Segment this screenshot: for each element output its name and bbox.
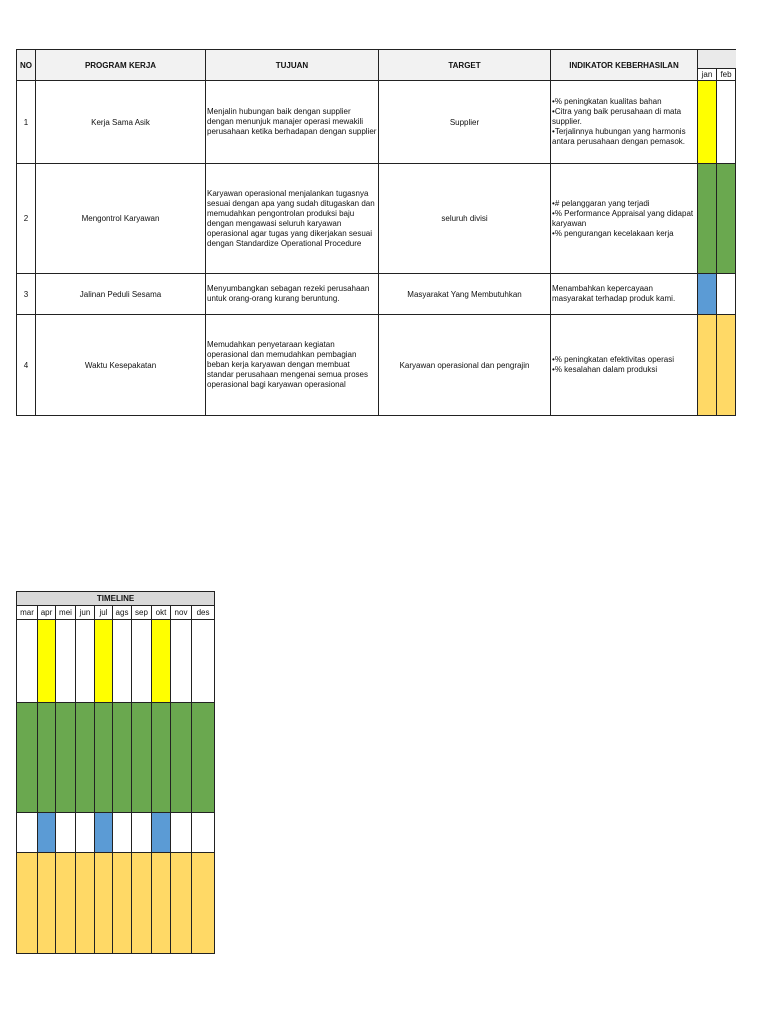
schedule-cell [76,620,95,703]
timeline-title: TIMELINE [17,592,215,606]
row-no: 1 [17,81,36,164]
schedule-cell [171,703,192,813]
schedule-cell [95,853,113,954]
month-jan: jan [698,69,717,81]
schedule-cell [698,81,717,164]
schedule-cell [113,703,132,813]
schedule-cell [56,813,76,853]
month-jul: jul [95,606,113,620]
row-target: Supplier [379,81,551,164]
schedule-cell [717,164,736,274]
row-target: seluruh divisi [379,164,551,274]
indikator-item: • % pengurangan kecelakaan kerja [552,229,696,239]
month-mar: mar [17,606,38,620]
month-jun: jun [76,606,95,620]
header-target: TARGET [379,50,551,81]
table-row [17,164,736,274]
row-indikator [551,81,698,164]
row-tujuan: Menjalin hubungan baik dengan supplier dengan menunjuk manajer operasi mewakili perusahaan ketika berhadapan dengan supplier [206,81,379,164]
schedule-cell [698,315,717,416]
timeline-row [17,703,215,813]
schedule-cell [698,164,717,274]
timeline-row [17,813,215,853]
row-no: 2 [17,164,36,274]
row-program: Mengontrol Karyawan [36,164,206,274]
row-program: Kerja Sama Asik [36,81,206,164]
schedule-cell [38,813,56,853]
schedule-cell [152,703,171,813]
row-tujuan: Memudahkan penyetaraan kegiatan operasional dan memudahkan pembagian beban kerja karyawan dengan membuat standar perusahaan mengenai semua proses operasional bagi karyawan operasional [206,315,379,416]
schedule-cell [717,315,736,416]
schedule-cell [56,620,76,703]
program-table [16,49,736,416]
schedule-cell [56,853,76,954]
schedule-cell [171,813,192,853]
table-row [17,274,736,315]
month-sep: sep [132,606,152,620]
row-target: Masyarakat Yang Membutuhkan [379,274,551,315]
header-tujuan: TUJUAN [206,50,379,81]
schedule-cell [192,620,215,703]
schedule-cell [152,853,171,954]
schedule-cell [192,703,215,813]
schedule-cell [132,853,152,954]
schedule-cell [113,813,132,853]
schedule-cell [717,81,736,164]
schedule-cell [132,620,152,703]
schedule-cell [17,703,38,813]
schedule-cell [56,703,76,813]
schedule-cell [38,703,56,813]
row-no: 4 [17,315,36,416]
indikator-item: • % peningkatan efektivitas operasi [552,355,696,365]
schedule-cell [152,620,171,703]
timeline-row [17,853,215,954]
indikator-item: • Terjalinnya hubungan yang harmonis antara perusahaan dengan pemasok. [552,127,696,147]
schedule-cell [17,813,38,853]
table-row [17,81,736,164]
schedule-cell [698,274,717,315]
row-program: Jalinan Peduli Sesama [36,274,206,315]
indikator-item: • % peningkatan kualitas bahan [552,97,696,107]
indikator-item: • # pelanggaran yang terjadi [552,199,696,209]
row-indikator: Menambahkan kepercayaan masyarakat terhadap produk kami. [551,274,698,315]
timeline-table [16,591,215,954]
schedule-cell [17,620,38,703]
schedule-cell [171,620,192,703]
row-indikator [551,315,698,416]
month-feb: feb [717,69,736,81]
schedule-cell [17,853,38,954]
month-header-blank [698,50,736,69]
schedule-cell [113,853,132,954]
table-row [17,315,736,416]
row-program: Waktu Kesepakatan [36,315,206,416]
header-indikator: INDIKATOR KEBERHASILAN [551,50,698,81]
month-apr: apr [38,606,56,620]
schedule-cell [95,813,113,853]
schedule-cell [95,620,113,703]
timeline-row [17,620,215,703]
month-nov: nov [171,606,192,620]
schedule-cell [38,853,56,954]
month-ags: ags [113,606,132,620]
indikator-item: • % kesalahan dalam produksi [552,365,696,375]
header-no: NO [17,50,36,81]
row-tujuan: Menyumbangkan sebagan rezeki perusahaan untuk orang-orang kurang beruntung. [206,274,379,315]
schedule-cell [95,703,113,813]
month-des: des [192,606,215,620]
schedule-cell [192,813,215,853]
schedule-cell [113,620,132,703]
month-mei: mei [56,606,76,620]
schedule-cell [132,813,152,853]
schedule-cell [192,853,215,954]
schedule-cell [76,703,95,813]
schedule-cell [152,813,171,853]
row-no: 3 [17,274,36,315]
schedule-cell [76,853,95,954]
indikator-item: • % Performance Appraisal yang didapat karyawan [552,209,696,229]
row-indikator [551,164,698,274]
indikator-item: • Citra yang baik perusahaan di mata supplier. [552,107,696,127]
schedule-cell [171,853,192,954]
month-okt: okt [152,606,171,620]
schedule-cell [38,620,56,703]
schedule-cell [717,274,736,315]
schedule-cell [76,813,95,853]
header-program: PROGRAM KERJA [36,50,206,81]
schedule-cell [132,703,152,813]
row-target: Karyawan operasional dan pengrajin [379,315,551,416]
row-tujuan: Karyawan operasional menjalankan tugasnya sesuai dengan apa yang sudah ditugaskan dan memudahkan pengontrolan produksi baju dengan mengawasi seluruh karyawan operasional agar tugas yang dikerjakan sesuai dengan Standardize Operational Procedure [206,164,379,274]
